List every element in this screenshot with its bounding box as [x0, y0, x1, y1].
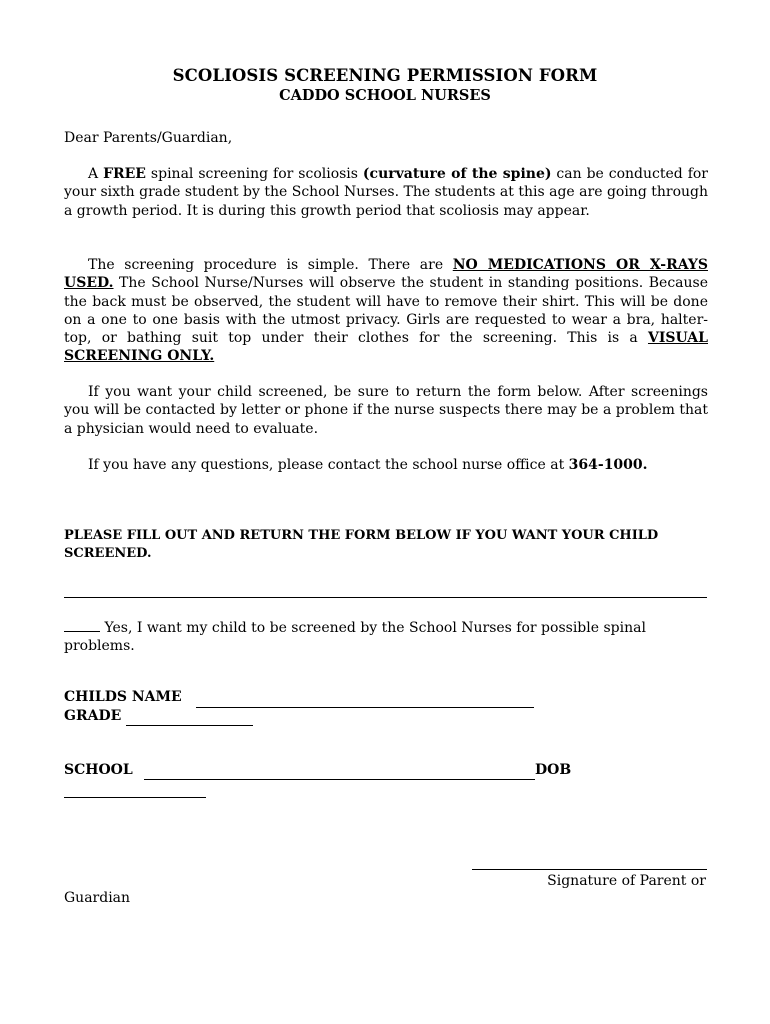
- dob-label: DOB: [535, 762, 572, 778]
- childs-name-label: CHILDS NAME: [64, 689, 182, 705]
- curvature-emphasis: (curvature of the spine): [362, 166, 552, 182]
- p4-text: If you have any questions, please contact the school nurse office at: [88, 457, 569, 473]
- paragraph-contact: [64, 456, 708, 474]
- free-emphasis: FREE: [103, 166, 146, 182]
- school-field[interactable]: [144, 779, 535, 780]
- school-label: SCHOOL: [64, 762, 133, 778]
- paragraph-return-form: [64, 383, 708, 438]
- form-subtitle: CADDO SCHOOL NURSES: [279, 87, 491, 104]
- paragraph-intro: [64, 165, 708, 220]
- consent-checkbox-blank[interactable]: [64, 618, 100, 632]
- paragraph-procedure: [64, 256, 708, 366]
- p1-text-c: can be conducted for your sixth grade student by the School Nurses. The students at this age are going through a growth period. It is during this growth period that scoliosis may appear.: [64, 166, 708, 219]
- childs-name-field[interactable]: [196, 707, 534, 708]
- grade-label: GRADE: [64, 708, 122, 724]
- visual-screening-emphasis: VISUAL SCREENING ONLY.: [64, 330, 708, 365]
- form-title: SCOLIOSIS SCREENING PERMISSION FORM: [172, 66, 598, 85]
- consent-line: [64, 618, 708, 656]
- salutation: Dear Parents/Guardian,: [64, 130, 233, 146]
- cut-line-divider: [64, 597, 707, 598]
- p1-text-b: spinal screening for scoliosis: [145, 166, 363, 182]
- grade-field[interactable]: [126, 725, 253, 726]
- dob-field[interactable]: [64, 797, 206, 798]
- p2-text-b: The School Nurse/Nurses will observe the student in standing positions. Because the back must be observed, the student will have to remove their shirt. This will be done on a one to one basis with the utmost privacy. Girls are requested to wear a bra, halter-top, or bathing suit top under their clothes for the screening. This is a: [64, 275, 708, 347]
- form-instruction: PLEASE FILL OUT AND RETURN THE FORM BELOW IF YOU WANT YOUR CHILD SCREENED.: [64, 528, 659, 562]
- no-medications-emphasis: NO MEDICATIONS OR X-RAYS USED.: [64, 257, 708, 292]
- signature-field[interactable]: [472, 869, 707, 870]
- signature-label: Signature of Parent or: [547, 873, 706, 889]
- phone-number: 364-1000.: [568, 457, 648, 473]
- guardian-label: Guardian: [64, 890, 131, 906]
- consent-text: Yes, I want my child to be screened by the School Nurses for possible spinal problems.: [64, 620, 646, 655]
- p2-text-a: The screening procedure is simple. There are: [88, 257, 453, 273]
- p3-text: If you want your child screened, be sure to return the form below. After screenings you will be contacted by letter or phone if the nurse suspects there may be a problem that a physician would need to evaluate.: [64, 384, 708, 437]
- p1-text-a: A: [88, 166, 104, 182]
